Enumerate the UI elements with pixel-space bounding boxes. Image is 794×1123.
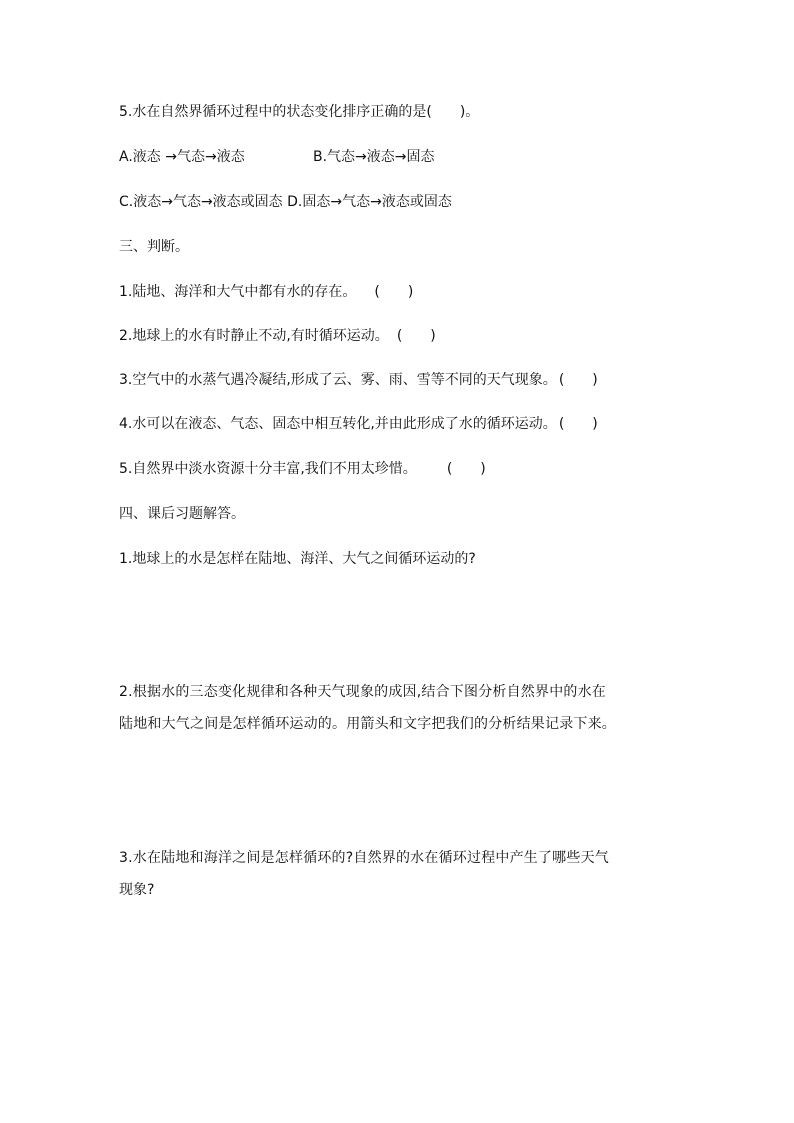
mc-q5-option-d: D.固态→气态→液态或固态 xyxy=(287,194,452,210)
judge-item-text: 3.空气中的水蒸气遇冷凝结,形成了云、雾、雨、雪等不同的天气现象。 xyxy=(119,372,557,388)
answer-blank: ( ) xyxy=(446,461,486,477)
answer-q3-line2: 现象? xyxy=(119,882,155,898)
judge-item-text: 4.水可以在液态、气态、固态中相互转化,并由此形成了水的循环运动。 xyxy=(119,416,557,432)
answer-blank: ( ) xyxy=(558,416,598,432)
answer-q3-line1: 3.水在陆地和海洋之间是怎样循环的?自然界的水在循环过程中产生了哪些天气 xyxy=(119,850,609,866)
judge-item-text: 1.陆地、海洋和大气中都有水的存在。 xyxy=(119,284,357,300)
answer-q2-line1: 2.根据水的三态变化规律和各种天气现象的成因,结合下图分析自然界中的水在 xyxy=(119,684,607,700)
judge-item-4 xyxy=(119,414,598,434)
judge-item-5 xyxy=(119,459,486,479)
judge-item-text: 2.地球上的水有时静止不动,有时循环运动。 xyxy=(119,328,389,344)
mc-q5-option-c: C.液态→气态→液态或固态 xyxy=(119,194,283,210)
judge-item-text: 5.自然界中淡水资源十分丰富,我们不用太珍惜。 xyxy=(119,461,417,477)
mc-q5-options-ab xyxy=(119,147,435,167)
judge-item-3 xyxy=(119,370,598,390)
answer-blank: ( ) xyxy=(558,372,598,388)
answer-blank: ( ) xyxy=(396,328,436,344)
judge-section-heading: 三、判断。 xyxy=(119,239,189,255)
mc-q5-options-cd xyxy=(119,192,452,212)
answer-blank: ( ) xyxy=(374,284,414,300)
answer-q1: 1.地球上的水是怎样在陆地、海洋、大气之间循环运动的? xyxy=(119,551,476,567)
answer-section-heading: 四、课后习题解答。 xyxy=(119,506,245,522)
mc-q5-option-a: A.液态 →气态→液态 xyxy=(119,149,245,165)
mc-q5-stem: 5.水在自然界循环过程中的状态变化排序正确的是( )。 xyxy=(119,104,480,120)
mc-q5-option-b: B.气态→液态→固态 xyxy=(313,149,435,165)
judge-item-2 xyxy=(119,326,436,346)
judge-item-1 xyxy=(119,282,413,302)
answer-q2-line2: 陆地和大气之间是怎样循环运动的。用箭头和文字把我们的分析结果记录下来。 xyxy=(119,716,616,732)
